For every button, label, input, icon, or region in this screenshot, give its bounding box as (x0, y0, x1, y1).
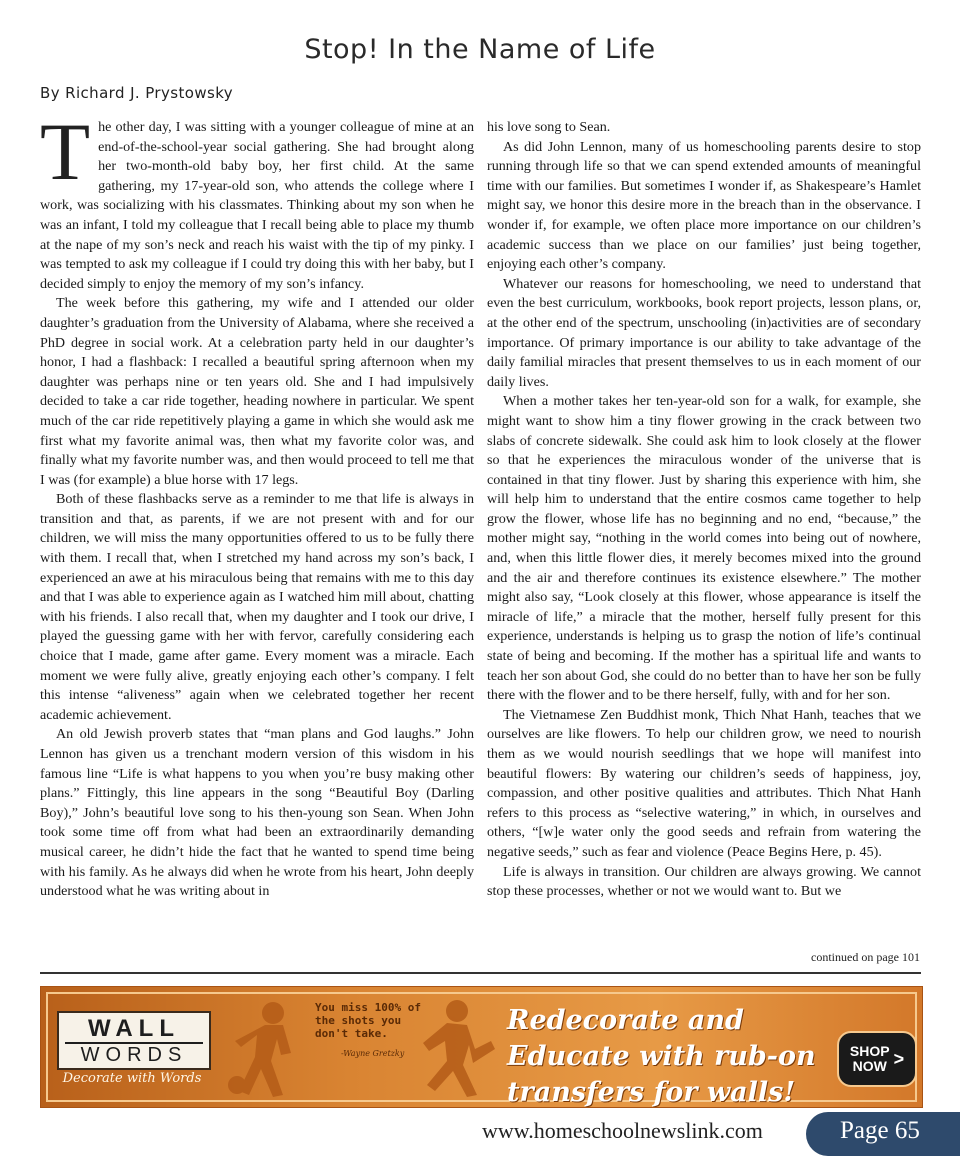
logo-bottom-text: WORDS (65, 1042, 203, 1066)
byline: By Richard J. Prystowsky (40, 84, 234, 102)
paragraph: Whatever our reasons for homeschooling, we need to understand that even the best curriculum, workbooks, book report projects, lesson plans, or, at the other end of the spectrum, unschooling (in)activities are of secondary importance. Of primary importance is our ability to take advantage of the daily familial miracles that present themselves to us in each moment of our daily lives. (487, 275, 921, 390)
paragraph: An old Jewish proverb states that “man plans and God laughs.” John Lennon has given us a trenchant modern version of this wisdom in his famous line “Life is what happens to you when you’re busy making other plans.” Fittingly, this line appears in the song “Beautiful Boy (Darling Boy),” John’s beautiful love song to his then-young son Sean. When John took some time off from what had been an extraordinarily demanding musical career, he didn’t hide the fact that he wanted to spend time being with his family. As he always did when he wrote from his heart, John deeply understood what he was writing about in (40, 726, 474, 900)
paragraph-text: he other day, I was sitting with a younger colleague of mine at an end-of-the-school-year social gathering. She had brought along her two-month-old baby boy, her first child. At the same gathering, my 17-year-old son, who attends the college where I work, was socializing with his classmates. Thinking about my son when he was an infant, I told my colleague that I recall being able to place my thumb at the nape of my son’s neck and reach his waist with the tip of my pinky. I was tempted to ask my colleague if I could try doing this with her baby, but I decided simply to enjoy the memory of my son’s infancy. (40, 119, 474, 292)
wall-words-logo (57, 1011, 211, 1070)
paragraph: The Vietnamese Zen Buddhist monk, Thich Nhat Hanh, teaches that we ourselves are like flowers. To help our children grow, we need to nourish them as we would nourish seedlings that we hope will manifest into beautiful flowers: By watering our children’s seeds of happiness, joy, compassion, and other positive qualities and attributes. Thich Nhat Hanh refers to this process as “selective watering,” in which, in ourselves and others, “[w]e water only the good seeds and refrain from watering the negative seeds,” such as fear and violence (Peace Begins Here, p. 45). (487, 706, 921, 860)
paragraph: The week before this gathering, my wife and I attended our older daughter’s graduation from the University of Alabama, where she received a PhD degree in social work. At a celebration party held in our daughter’s honor, I had a flashback: I recalled a beautiful spring afternoon when my daughter was perhaps nine or ten years old. She and I had impulsively decided to take a car ride together, heading nowhere in particular. We spent much of the car ride repetitively playing a game in which she would ask me first what my favorite animal was, then what my favorite color was, and finally what my favorite number was, and then would proceed to tell me that I was (for example) a blue horse with 17 legs. (40, 295, 474, 488)
shop-now-button[interactable] (837, 1031, 917, 1087)
column-right (487, 118, 921, 948)
paragraph: When a mother takes her ten-year-old son for a walk, for example, she might want to show him a tiny flower growing in the crack between two slabs of concrete sidewalk. She could ask him to look closely at the flower so that he experiences the miraculous wonder of the universe that is contained in that tiny flower. Just by sharing this experience with him, she will help him to understand that the entire cosmos came together to help grow the flower, whose life has no beginning and no end, “because,” the mother might say, “nothing in the world comes into being out of nowhere, and, when this little flower dies, it merely becomes mixed into the ground and the air and therefore continues its existence elsewhere.” The mother might also say, “Look closely at this flower, whose appearance is itself the miracle of life,” a miracle that the mother, herself fully present for this experience, understands is helping us to grasp the notion of life’s continual state of being and becoming. If the mother has a spiritual life and wants to teach her son about God, she could do no better than to have her son be fully there with the flower and to be there herself, fully, with and for her son. (487, 393, 921, 704)
chevron-right-icon: > (893, 1048, 905, 1069)
shop-line: SHOP (849, 1043, 890, 1059)
paragraph: As did John Lennon, many of us homeschooling parents desire to stop running through life so that we can spend extended amounts of meaningful time with our families. But sometimes I wonder if, as Shakespeare’s Hamlet might say, we honor this desire more in the breach than in the observance. I wonder if, for example, we often place more importance on our children’s academic success than we place on our families’ just being together, enjoying each other’s company. (487, 138, 921, 273)
divider (40, 972, 921, 974)
paragraph: Both of these flashbacks serve as a reminder to me that life is always in transition and that, as parents, if we are not present with and for our children, we will miss the many opportunities offered to us to be fully there with them. I recall that, when I stretched my hand across my son’s back, I experienced an awe at his miraculous being that remains with me to this day and that I was able to experience again as I watched him mill about, chatting with his friends. I also recall that, when my daughter and I took our drive, I played the guessing game with her with fervor, carefully considering each choice that I made, game after game. Every moment was a miracle. Each moment we were fully alive, greatly enjoying each other’s company. I felt this intense “aliveness” again when we celebrated together her recent academic achievement. (40, 491, 474, 723)
page-number: Page 65 (840, 1117, 920, 1144)
article-title: Stop! In the Name of Life (304, 34, 656, 65)
footer-url[interactable]: www.homeschoolnewslink.com (482, 1118, 763, 1143)
ad-quote: You miss 100% of the shots you don't take. (315, 1001, 421, 1040)
column-left (40, 118, 474, 948)
paragraph: Life is always in transition. Our children are always growing. We cannot stop these processes, whether or not we would want to. But we (487, 863, 921, 900)
advertisement-banner[interactable] (40, 986, 923, 1108)
drop-cap: T (40, 118, 91, 197)
ad-tagline: Decorate with Words (62, 1071, 202, 1086)
now-line: NOW (852, 1058, 887, 1074)
paragraph: his love song to Sean. (487, 119, 611, 135)
continued-note: continued on page 101 (811, 950, 920, 964)
paragraph (40, 118, 474, 294)
ad-headline: Redecorate and Educate with rub-on transfers for walls! (507, 1005, 816, 1108)
ad-quote-author: -Wayne Gretzky (341, 1049, 405, 1058)
article-body (40, 118, 921, 948)
logo-top-text: WALL (88, 1015, 180, 1042)
shop-now-label (850, 1044, 890, 1074)
